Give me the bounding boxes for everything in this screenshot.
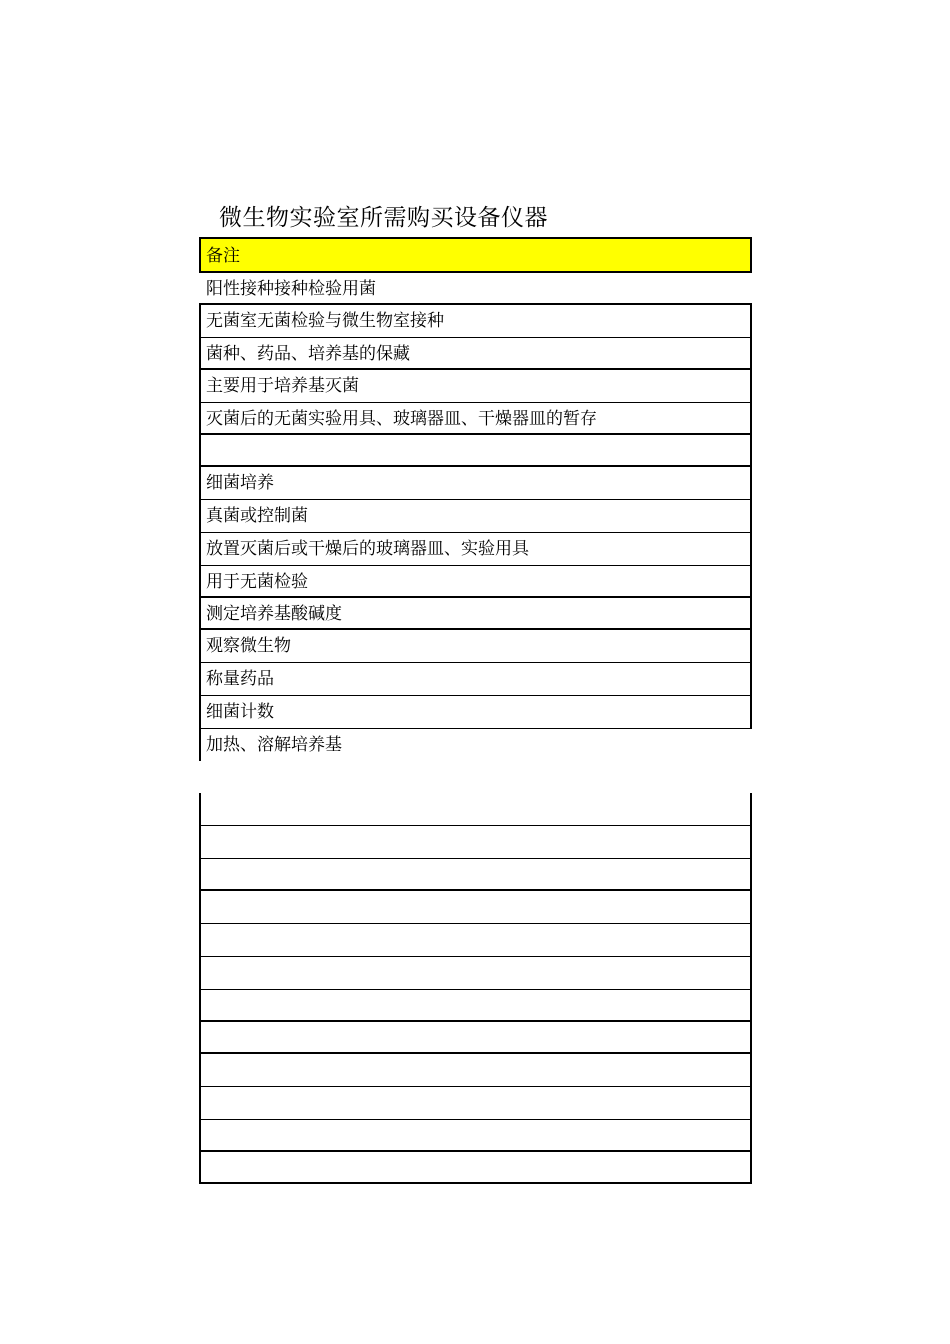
table-header-remarks: 备注 bbox=[199, 237, 752, 273]
table-row: 无菌室无菌检验与微生物室接种 bbox=[199, 305, 752, 338]
table-gap bbox=[199, 761, 752, 793]
table-row: 用于无菌检验 bbox=[199, 566, 752, 598]
table-row-empty bbox=[199, 793, 752, 826]
table-row-empty bbox=[199, 859, 752, 891]
table-row-empty bbox=[199, 957, 752, 990]
table-row: 观察微生物 bbox=[199, 630, 752, 663]
table-row: 灭菌后的无菌实验用具、玻璃器皿、干燥器皿的暂存 bbox=[199, 403, 752, 435]
table-row-empty bbox=[199, 990, 752, 1022]
table-row: 真菌或控制菌 bbox=[199, 500, 752, 533]
table-row: 细菌培养 bbox=[199, 467, 752, 500]
table-row: 菌种、药品、培养基的保藏 bbox=[199, 338, 752, 370]
table-row-empty bbox=[199, 924, 752, 957]
table-row-empty bbox=[199, 1152, 752, 1184]
table-row-empty bbox=[199, 826, 752, 859]
remarks-table bbox=[199, 237, 752, 1184]
table-row-empty bbox=[199, 1120, 752, 1152]
table-row-empty bbox=[199, 891, 752, 924]
table-row-empty bbox=[199, 1087, 752, 1120]
table-row: 细菌计数 bbox=[199, 696, 752, 729]
table-row: 主要用于培养基灭菌 bbox=[199, 370, 752, 403]
table-row-empty bbox=[199, 1054, 752, 1087]
table-row: 放置灭菌后或干燥后的玻璃器皿、实验用具 bbox=[199, 533, 752, 566]
table-row: 称量药品 bbox=[199, 663, 752, 696]
table-row: 测定培养基酸碱度 bbox=[199, 598, 752, 630]
document-title: 微生物实验室所需购买设备仪器 bbox=[219, 205, 548, 231]
table-row: 加热、溶解培养基 bbox=[199, 729, 752, 761]
table-row-empty bbox=[199, 1022, 752, 1054]
table-row bbox=[199, 435, 752, 467]
table-row: 阳性接种接种检验用菌 bbox=[199, 273, 752, 305]
